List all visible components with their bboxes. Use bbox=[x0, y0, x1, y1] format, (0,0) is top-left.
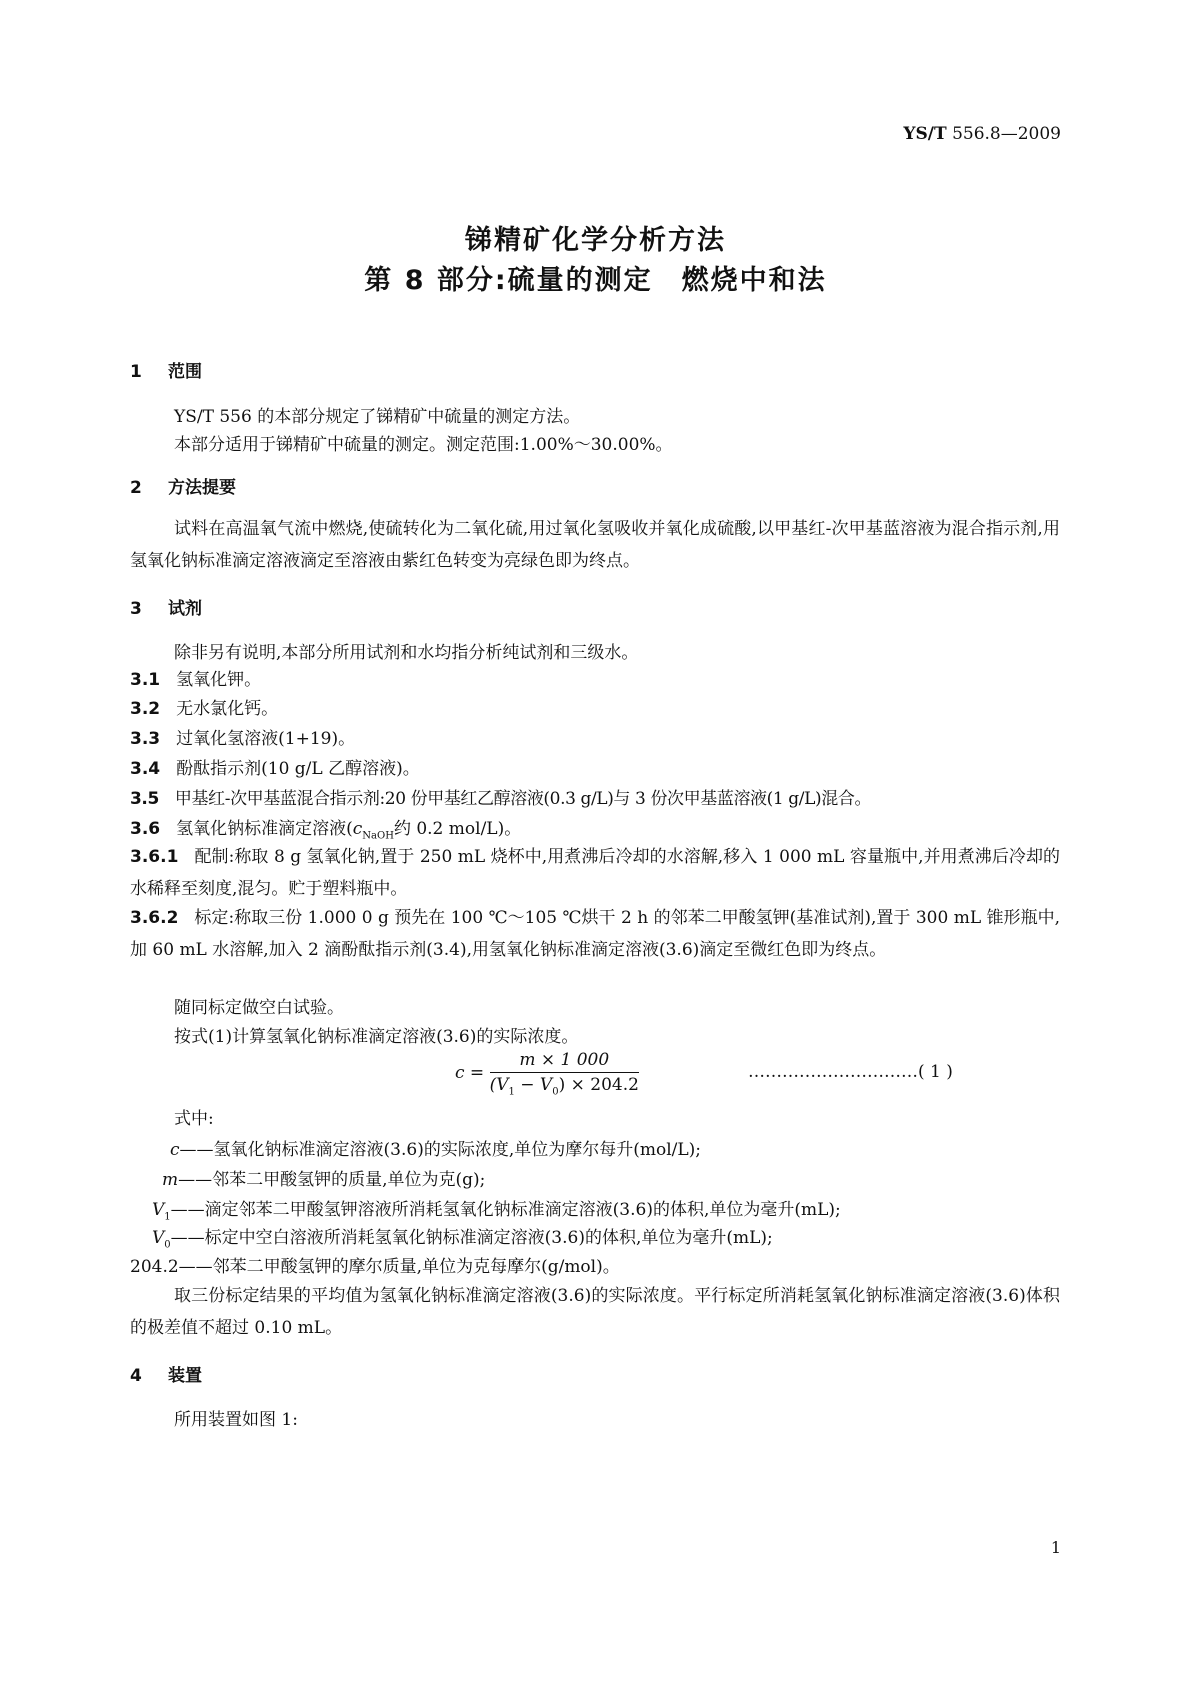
formula-number: …………………………( 1 ) bbox=[748, 1062, 953, 1082]
section-2-heading: 2 方法提要 bbox=[130, 478, 236, 498]
section-1-paragraph-1: YS/T 556 的本部分规定了锑精矿中硫量的测定方法。 bbox=[174, 407, 581, 427]
formula-lhs: c = bbox=[455, 1063, 485, 1084]
definition-v0: $V_0——$标定中空白溶液所消耗氢氧化钠标准滴定溶液(3.6)的体积,单位为毫升(mL); bbox=[152, 1228, 773, 1251]
reagent-3-6-1: 3.6.1 配制:称取 8 g 氢氧化钠,置于 250 mL 烧杯中,用煮沸后冷却的水溶解,移入 1 000 mL 容量瓶中,并用煮沸后冷却的水稀释至刻度,混匀。贮于塑料瓶中。 bbox=[130, 847, 1060, 899]
section-4-paragraph: 所用装置如图 1: bbox=[174, 1410, 298, 1430]
reagent-3-1: 3.1 氢氧化钾。 bbox=[130, 670, 262, 690]
section-1-paragraph-2: 本部分适用于锑精矿中硫量的测定。测定范围:1.00%～30.00%。 bbox=[174, 435, 673, 455]
section-3-heading: 3 试剂 bbox=[130, 599, 202, 619]
page-number: 1 bbox=[1050, 1538, 1061, 1557]
calculation-text: 按式(1)计算氢氧化钠标准滴定溶液(3.6)的实际浓度。 bbox=[174, 1027, 579, 1047]
blank-test-text: 随同标定做空白试验。 bbox=[174, 998, 344, 1018]
formula-1 bbox=[455, 1050, 639, 1097]
average-paragraph: 取三份标定结果的平均值为氢氧化钠标准滴定溶液(3.6)的实际浓度。平行标定所消耗氢氧化钠标准滴定溶液(3.6)体积的极差值不超过 0.10 mL。 bbox=[130, 1286, 1060, 1338]
reagent-3-2: 3.2 无水氯化钙。 bbox=[130, 699, 279, 719]
document-title: 锑精矿化学分析方法 bbox=[465, 225, 726, 256]
section-2-paragraph: 试料在高温氧气流中燃烧,使硫转化为二氧化硫,用过氧化氢吸收并氧化成硫酸,以甲基红-次甲基蓝溶液为混合指示剂,用氢氧化钠标准滴定溶液滴定至溶液由紫红色转变为亮绿色即为终点。 bbox=[130, 519, 1060, 571]
reagent-3-6-2: 3.6.2 标定:称取三份 1.000 0 g 预先在 100 ℃～105 ℃烘干 2 h 的邻苯二甲酸氢钾(基准试剂),置于 300 mL 锥形瓶中,加 60 mL 水溶解,加入 2 滴酚酞指示剂(3.4),用氢氧化钠标准滴定溶液(3.6)滴定至微红色即为终点。 bbox=[130, 908, 1060, 960]
formula-numerator: m × 1 000 bbox=[490, 1050, 639, 1073]
standard-number: YS/T 556.8—2009 bbox=[903, 124, 1061, 144]
reagent-3-5: 3.5 甲基红-次甲基蓝混合指示剂:20 份甲基红乙醇溶液(0.3 g/L)与 3 份次甲基蓝溶液(1 g/L)混合。 bbox=[130, 789, 872, 809]
formula-denominator: $(V_1 - V_0) \times 204.2$ bbox=[489, 1075, 639, 1098]
section-4-heading: 4 装置 bbox=[130, 1366, 202, 1386]
section-1-heading: 1 范围 bbox=[130, 362, 202, 382]
reagent-3-4: 3.4 酚酞指示剂(10 g/L 乙醇溶液)。 bbox=[130, 759, 420, 779]
definition-m: m——邻苯二甲酸氢钾的质量,单位为克(g); bbox=[162, 1170, 486, 1190]
definition-molar-mass: 204.2——邻苯二甲酸氢钾的摩尔质量,单位为克每摩尔(g/mol)。 bbox=[130, 1257, 620, 1277]
formula-fraction bbox=[490, 1050, 639, 1097]
reagent-3-3: 3.3 过氧化氢溶液(1+19)。 bbox=[130, 729, 356, 749]
where-label: 式中: bbox=[174, 1109, 214, 1129]
document-subtitle: 第 8 部分:硫量的测定 燃烧中和法 bbox=[364, 265, 827, 296]
definition-v1: $V_1——$滴定邻苯二甲酸氢钾溶液所消耗氢氧化钠标准滴定溶液(3.6)的体积,单位为毫升(mL); bbox=[152, 1200, 841, 1223]
definition-c: c——氢氧化钠标准滴定溶液(3.6)的实际浓度,单位为摩尔每升(mol/L); bbox=[170, 1140, 702, 1160]
section-3-intro: 除非另有说明,本部分所用试剂和水均指分析纯试剂和三级水。 bbox=[174, 643, 639, 663]
reagent-3-6: 3.6 氢氧化钠标准滴定溶液($c_{NaOH}$约 0.2 mol/L)。 bbox=[130, 819, 522, 842]
